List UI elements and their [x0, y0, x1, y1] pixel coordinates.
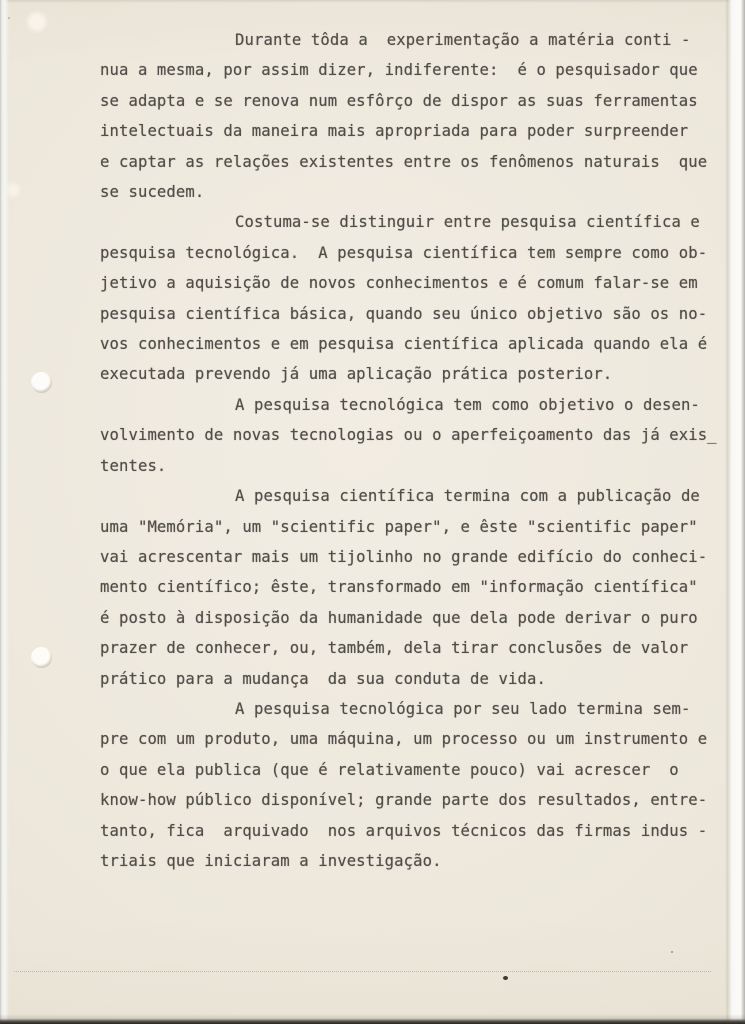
paragraph [100, 25, 718, 207]
paragraph [100, 481, 718, 694]
text-line: o que ela publica (que é relativamente pouco) vai acrescer o [100, 760, 679, 779]
text-line: Costuma-se distinguir entre pesquisa científica e [235, 213, 700, 232]
text-line: A pesquisa científica termina com a publicação de [235, 487, 700, 506]
paper-speck [8, 17, 10, 19]
scan-edge-bottom [0, 1014, 745, 1024]
scan-edge-top [0, 0, 745, 3]
text-line: tanto, fica arquivado nos arquivos técnicos das firmas indus - [100, 821, 708, 840]
text-line: A pesquisa tecnológica tem como objetivo o desen- [235, 395, 700, 414]
text-line: prazer de conhecer, ou, também, dela tirar conclusões de valor [100, 639, 689, 658]
scan-edge-right [725, 0, 745, 1024]
text-line: nua a mesma, por assim dizer, indiferente: é o pesquisador que [100, 61, 698, 80]
text-line: Durante tôda a experimentação a matéria conti - [235, 31, 691, 49]
punch-hole-top [31, 372, 52, 393]
typewritten-text [100, 25, 718, 876]
text-line: pesquisa tecnológica. A pesquisa científica tem sempre como ob- [100, 243, 708, 262]
text-line: vai acrescentar mais um tijolinho no grande edifício do conheci- [100, 547, 708, 566]
text-line: pre com um produto, uma máquina, um processo ou um instrumento e [100, 730, 708, 749]
text-line: know-how público disponível; grande parte dos resultados, entre- [100, 791, 708, 810]
paper-speck [671, 951, 673, 953]
text-line: intelectuais da maneira mais apropriada para poder surpreender [100, 122, 689, 141]
text-line: executada prevendo já uma aplicação prática posterior. [100, 365, 613, 384]
text-line: volvimento de novas tecnologias ou o aperfeiçoamento das já exis̲ [100, 426, 717, 445]
ink-speck [503, 976, 508, 980]
paragraph [100, 207, 718, 389]
text-line: pesquisa científica básica, quando seu único objetivo são os no- [100, 304, 708, 323]
punch-hole-bottom [31, 647, 52, 668]
crease-line [14, 971, 711, 972]
text-line: se adapta e se renova num esfôrço de dispor as suas ferramentas [100, 91, 698, 110]
text-line: é posto à disposição da humanidade que dela pode derivar o puro [100, 608, 698, 627]
text-line: uma "Memória", um "scientific paper", e êste "scientific paper" [100, 517, 698, 536]
paragraph [100, 694, 718, 876]
scan-edge-left [0, 0, 9, 1024]
text-line: jetivo a aquisição de novos conhecimentos e é comum falar-se em [100, 274, 698, 293]
text-line: prático para a mudança da sua conduta de vida. [100, 669, 546, 688]
paragraph [100, 390, 718, 481]
text-line: vos conhecimentos e em pesquisa científica aplicada quando ela é [100, 335, 708, 354]
text-line: tentes. [100, 456, 167, 475]
text-line: mento científico; êste, transformado em "informação científica" [100, 578, 698, 597]
text-line: se sucedem. [100, 183, 205, 202]
text-line: triais que iniciaram a investigação. [100, 851, 442, 870]
text-line: A pesquisa tecnológica por seu lado termina sem- [235, 699, 691, 718]
text-line: e captar as relações existentes entre os fenômenos naturais que [100, 152, 708, 171]
